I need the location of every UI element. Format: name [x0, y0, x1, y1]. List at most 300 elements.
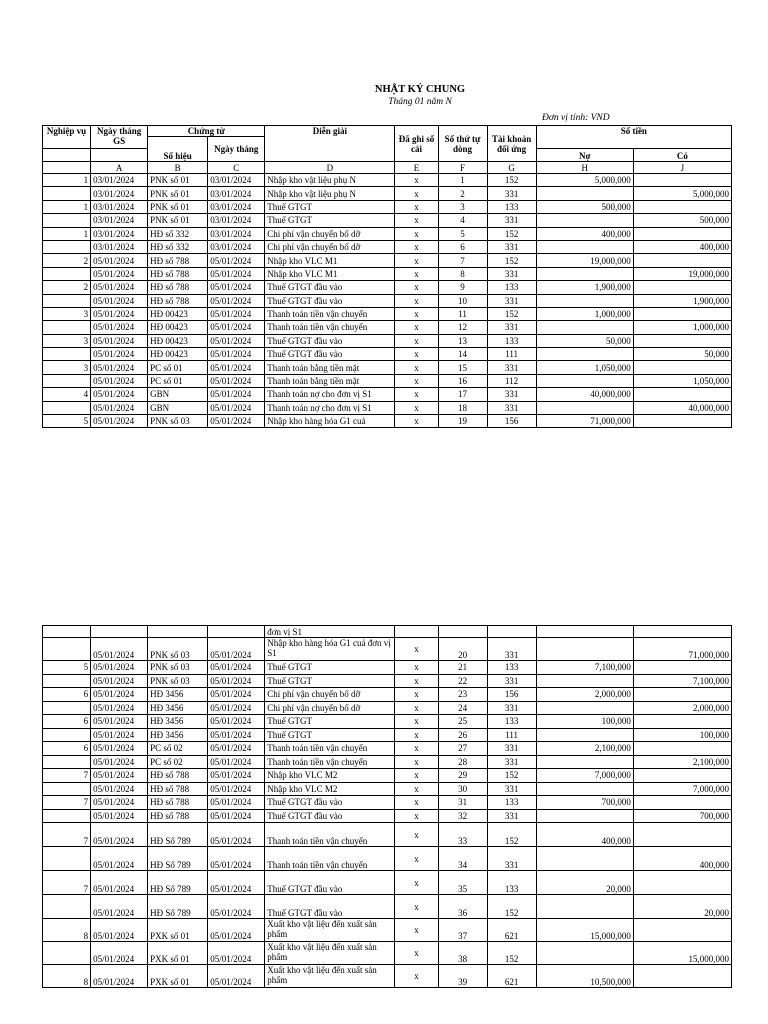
cell-so-tien-co — [633, 415, 731, 428]
cell-ngay-thang: 05/01/2024 — [208, 281, 265, 294]
cell-dien-giai: Nhập kho hàng hóa G1 cuả — [265, 415, 395, 428]
cell-so-tien-co: 2,100,000 — [633, 755, 731, 769]
cell-nghiep-vu: 1 — [43, 227, 91, 240]
cell-stt-dong: 3 — [438, 200, 487, 213]
cell-nghiep-vu — [43, 267, 91, 280]
cell-nghiep-vu: 7 — [43, 769, 91, 783]
cell-tk-doi-ung: 133 — [487, 661, 536, 675]
cell-so-tien-co: 500,000 — [633, 214, 731, 227]
cell-so-hieu: PNK số 01 — [148, 214, 208, 227]
cell-so-tien-co: 20,000 — [633, 895, 731, 919]
cell-tk-doi-ung: 331 — [487, 782, 536, 796]
cell-so-tien-no — [536, 348, 633, 361]
cell-tk-doi-ung: 111 — [487, 348, 536, 361]
cell-ngay-gs: 05/01/2024 — [91, 942, 148, 965]
cell-ngay-thang: 03/01/2024 — [208, 200, 265, 213]
cell-so-tien-co — [633, 227, 731, 240]
cell-dien-giai: Thuế GTGT — [265, 715, 395, 729]
cell-dien-giai: đơn vị S1 — [265, 626, 395, 638]
cell-nghiep-vu: 5 — [43, 661, 91, 675]
cell-ngay-gs: 05/01/2024 — [91, 415, 148, 428]
cell-da-ghi: x — [395, 742, 438, 756]
cell-tk-doi-ung: 152 — [487, 227, 536, 240]
cell-tk-doi-ung: 112 — [487, 374, 536, 387]
cell-so-tien-no — [536, 674, 633, 688]
cell-nghiep-vu: 6 — [43, 742, 91, 756]
cell-so-tien-no — [536, 321, 633, 334]
cell-so-tien-no: 10,500,000 — [536, 965, 633, 988]
cell-ngay-gs: 05/01/2024 — [91, 661, 148, 675]
table-row — [43, 965, 732, 988]
cell-ngay-thang: 05/01/2024 — [208, 796, 265, 810]
cell-dien-giai: Thanh toán tiền vận chuyển — [265, 742, 395, 756]
journal-subtitle: Tháng 01 năm N — [388, 97, 452, 107]
cell-dien-giai: Thuế GTGT đầu vào — [265, 348, 395, 361]
cell-so-tien-no — [536, 240, 633, 253]
cell-dien-giai: Thanh toán tiền vận chuyển — [265, 321, 395, 334]
cell-stt-dong: 25 — [438, 715, 487, 729]
cell-nghiep-vu — [43, 626, 91, 638]
header-co: Có — [633, 148, 731, 161]
table-row — [43, 701, 732, 715]
cell-nghiep-vu — [43, 348, 91, 361]
cell-so-tien-co — [633, 769, 731, 783]
cell-dien-giai: Thuế GTGT — [265, 200, 395, 213]
cell-stt-dong: 24 — [438, 701, 487, 715]
table-row — [43, 661, 732, 675]
cell-stt-dong: 31 — [438, 796, 487, 810]
cell-da-ghi: x — [395, 796, 438, 810]
cell-ngay-gs: 05/01/2024 — [91, 742, 148, 756]
cell-stt-dong: 36 — [438, 895, 487, 919]
cell-nghiep-vu: 5 — [43, 415, 91, 428]
cell-tk-doi-ung — [487, 626, 536, 638]
table-row — [43, 307, 732, 320]
cell-so-hieu: PC số 01 — [148, 361, 208, 374]
cell-so-tien-no: 700,000 — [536, 796, 633, 810]
cell-nghiep-vu — [43, 942, 91, 965]
cell-so-hieu: HĐ số 788 — [148, 294, 208, 307]
cell-ngay-gs: 05/01/2024 — [91, 321, 148, 334]
cell-so-tien-co: 100,000 — [633, 728, 731, 742]
cell-stt-dong: 8 — [438, 267, 487, 280]
cell-tk-doi-ung: 331 — [487, 638, 536, 661]
cell-so-tien-co — [633, 919, 731, 942]
journal-table-page2 — [42, 625, 732, 988]
cell-so-tien-co: 71,000,000 — [633, 638, 731, 661]
journal-body-page1 — [43, 174, 732, 428]
cell-da-ghi: x — [395, 187, 438, 200]
cell-da-ghi: x — [395, 638, 438, 661]
cell-stt-dong: 16 — [438, 374, 487, 387]
cell-dien-giai: Thuế GTGT đầu vào — [265, 334, 395, 347]
cell-da-ghi: x — [395, 200, 438, 213]
cell-nghiep-vu — [43, 401, 91, 414]
cell-nghiep-vu — [43, 701, 91, 715]
cell-tk-doi-ung: 152 — [487, 895, 536, 919]
cell-so-hieu: GBN — [148, 388, 208, 401]
cell-so-tien-co — [633, 281, 731, 294]
cell-so-tien-no: 19,000,000 — [536, 254, 633, 267]
cell-dien-giai: Thuế GTGT đầu vào — [265, 809, 395, 823]
cell-ngay-thang: 05/01/2024 — [208, 688, 265, 702]
cell-ngay-thang: 05/01/2024 — [208, 782, 265, 796]
header-tk-doi-ung: Tài khoản đối ứng — [487, 126, 536, 162]
cell-nghiep-vu: 4 — [43, 388, 91, 401]
cell-stt-dong: 5 — [438, 227, 487, 240]
cell-so-hieu: HĐ Số 789 — [148, 871, 208, 895]
cell-so-tien-no — [536, 809, 633, 823]
cell-so-hieu: HĐ số 788 — [148, 796, 208, 810]
cell-dien-giai: Nhập kho VLC M2 — [265, 782, 395, 796]
cell-ngay-thang: 05/01/2024 — [208, 415, 265, 428]
cell-da-ghi: x — [395, 871, 438, 895]
cell-so-hieu: HĐ số 788 — [148, 267, 208, 280]
cell-da-ghi: x — [395, 321, 438, 334]
cell-ngay-gs: 05/01/2024 — [91, 823, 148, 847]
cell-stt-dong: 30 — [438, 782, 487, 796]
cell-nghiep-vu: 2 — [43, 281, 91, 294]
cell-stt-dong: 18 — [438, 401, 487, 414]
cell-dien-giai: Thanh toán nợ cho đơn vị S1 — [265, 388, 395, 401]
cell-so-hieu: HĐ Số 789 — [148, 823, 208, 847]
cell-ngay-thang: 03/01/2024 — [208, 187, 265, 200]
cell-ngay-gs: 05/01/2024 — [91, 674, 148, 688]
cell-so-tien-no — [536, 942, 633, 965]
table-row — [43, 401, 732, 414]
cell-so-hieu: HĐ 00423 — [148, 307, 208, 320]
header-chung-tu: Chứng từ — [148, 126, 265, 137]
table-row — [43, 809, 732, 823]
cell-stt-dong: 23 — [438, 688, 487, 702]
cell-so-hieu: PXK số 01 — [148, 942, 208, 965]
cell-da-ghi: x — [395, 388, 438, 401]
table-row — [43, 254, 732, 267]
cell-stt-dong: 28 — [438, 755, 487, 769]
cell-nghiep-vu — [43, 895, 91, 919]
cell-tk-doi-ung: 331 — [487, 187, 536, 200]
cell-so-tien-co: 1,000,000 — [633, 321, 731, 334]
cell-tk-doi-ung: 331 — [487, 742, 536, 756]
cell-tk-doi-ung: 111 — [487, 728, 536, 742]
cell-so-hieu: HĐ 00423 — [148, 348, 208, 361]
cell-so-tien-no — [536, 782, 633, 796]
cell-so-tien-no — [536, 755, 633, 769]
cell-so-hieu: HĐ số 332 — [148, 240, 208, 253]
cell-nghiep-vu — [43, 321, 91, 334]
table-row — [43, 871, 732, 895]
table-row — [43, 715, 732, 729]
cell-nghiep-vu — [43, 782, 91, 796]
table-row — [43, 796, 732, 810]
cell-dien-giai: Thanh toán bằng tiền mặt — [265, 361, 395, 374]
cell-dien-giai: Chi phí vận chuyển bố dỡ — [265, 240, 395, 253]
cell-nghiep-vu: 7 — [43, 871, 91, 895]
header-dien-giai: Diễn giải — [265, 126, 395, 162]
cell-ngay-gs: 03/01/2024 — [91, 227, 148, 240]
cell-ngay-thang: 05/01/2024 — [208, 401, 265, 414]
cell-da-ghi: x — [395, 415, 438, 428]
cell-dien-giai: Thuế GTGT đầu vào — [265, 294, 395, 307]
cell-tk-doi-ung: 133 — [487, 334, 536, 347]
cell-so-hieu: HĐ Số 789 — [148, 895, 208, 919]
journal-table-page1 — [42, 125, 732, 428]
cell-ngay-thang: 05/01/2024 — [208, 715, 265, 729]
cell-dien-giai: Chi phí vận chuyển bố dỡ — [265, 688, 395, 702]
cell-so-hieu: PNK số 03 — [148, 661, 208, 675]
cell-stt-dong: 14 — [438, 348, 487, 361]
cell-so-tien-no — [536, 728, 633, 742]
cell-so-tien-co: 700,000 — [633, 809, 731, 823]
cell-nghiep-vu — [43, 294, 91, 307]
cell-ngay-thang: 05/01/2024 — [208, 661, 265, 675]
cell-tk-doi-ung: 133 — [487, 871, 536, 895]
cell-tk-doi-ung: 152 — [487, 823, 536, 847]
cell-stt-dong: 26 — [438, 728, 487, 742]
cell-so-hieu: PNK số 01 — [148, 174, 208, 187]
table-row — [43, 361, 732, 374]
cell-so-hieu: HĐ 00423 — [148, 321, 208, 334]
cell-so-tien-no: 7,000,000 — [536, 769, 633, 783]
cell-ngay-thang: 05/01/2024 — [208, 942, 265, 965]
cell-dien-giai: Thanh toán tiền vận chuyển — [265, 755, 395, 769]
cell-stt-dong: 20 — [438, 638, 487, 661]
cell-tk-doi-ung: 331 — [487, 240, 536, 253]
cell-tk-doi-ung: 331 — [487, 388, 536, 401]
cell-tk-doi-ung: 331 — [487, 401, 536, 414]
cell-so-tien-co — [633, 715, 731, 729]
cell-ngay-gs: 05/01/2024 — [91, 401, 148, 414]
cell-ngay-thang: 05/01/2024 — [208, 321, 265, 334]
cell-da-ghi: x — [395, 254, 438, 267]
cell-so-tien-no: 50,000 — [536, 334, 633, 347]
cell-tk-doi-ung: 156 — [487, 688, 536, 702]
cell-ngay-gs: 03/01/2024 — [91, 187, 148, 200]
cell-da-ghi: x — [395, 227, 438, 240]
table-row — [43, 227, 732, 240]
cell-da-ghi: x — [395, 919, 438, 942]
cell-so-tien-co — [633, 626, 731, 638]
cell-ngay-gs: 03/01/2024 — [91, 214, 148, 227]
cell-ngay-thang: 03/01/2024 — [208, 227, 265, 240]
cell-da-ghi: x — [395, 688, 438, 702]
cell-so-hieu: HĐ 3456 — [148, 715, 208, 729]
cell-tk-doi-ung: 331 — [487, 267, 536, 280]
cell-ngay-thang: 05/01/2024 — [208, 701, 265, 715]
cell-so-tien-co: 400,000 — [633, 240, 731, 253]
cell-so-tien-co — [633, 965, 731, 988]
cell-tk-doi-ung: 331 — [487, 674, 536, 688]
cell-dien-giai: Nhập kho vật liệu phụ N — [265, 187, 395, 200]
cell-so-tien-no: 15,000,000 — [536, 919, 633, 942]
cell-ngay-gs: 05/01/2024 — [91, 388, 148, 401]
cell-stt-dong: 22 — [438, 674, 487, 688]
cell-ngay-gs: 05/01/2024 — [91, 809, 148, 823]
cell-so-hieu: PXK số 01 — [148, 965, 208, 988]
cell-da-ghi: x — [395, 728, 438, 742]
cell-dien-giai: Thanh toán nợ cho đơn vị S1 — [265, 401, 395, 414]
table-row — [43, 769, 732, 783]
cell-ngay-gs: 05/01/2024 — [91, 769, 148, 783]
cell-so-tien-co — [633, 200, 731, 213]
cell-ngay-thang: 05/01/2024 — [208, 895, 265, 919]
cell-tk-doi-ung: 331 — [487, 809, 536, 823]
cell-so-hieu: PC số 02 — [148, 755, 208, 769]
cell-ngay-thang: 03/01/2024 — [208, 174, 265, 187]
cell-da-ghi: x — [395, 755, 438, 769]
cell-so-hieu: PNK số 03 — [148, 415, 208, 428]
table-row — [43, 334, 732, 347]
cell-so-tien-no — [536, 374, 633, 387]
currency-unit: Đơn vị tính: VND — [542, 113, 610, 123]
cell-dien-giai: Nhập kho hàng hóa G1 cuả đơn vị S1 — [265, 638, 395, 661]
cell-nghiep-vu: 8 — [43, 919, 91, 942]
cell-ngay-thang: 05/01/2024 — [208, 294, 265, 307]
cell-ngay-thang: 05/01/2024 — [208, 307, 265, 320]
cell-da-ghi: x — [395, 174, 438, 187]
cell-stt-dong: 6 — [438, 240, 487, 253]
cell-so-tien-no — [536, 847, 633, 871]
cell-tk-doi-ung: 152 — [487, 769, 536, 783]
cell-stt-dong: 17 — [438, 388, 487, 401]
cell-so-tien-no — [536, 401, 633, 414]
cell-ngay-thang: 05/01/2024 — [208, 823, 265, 847]
cell-stt-dong: 12 — [438, 321, 487, 334]
cell-da-ghi: x — [395, 809, 438, 823]
cell-stt-dong: 9 — [438, 281, 487, 294]
cell-da-ghi: x — [395, 214, 438, 227]
cell-da-ghi: x — [395, 374, 438, 387]
cell-so-tien-no — [536, 626, 633, 638]
cell-da-ghi: x — [395, 240, 438, 253]
cell-so-tien-no: 500,000 — [536, 200, 633, 213]
cell-ngay-thang: 05/01/2024 — [208, 254, 265, 267]
table-row — [43, 174, 732, 187]
cell-dien-giai: Thuế GTGT — [265, 728, 395, 742]
cell-dien-giai: Nhập kho VLC M2 — [265, 769, 395, 783]
cell-tk-doi-ung: 331 — [487, 847, 536, 871]
cell-so-hieu: PNK số 01 — [148, 200, 208, 213]
cell-so-tien-co — [633, 688, 731, 702]
cell-ngay-gs: 05/01/2024 — [91, 782, 148, 796]
table-row — [43, 374, 732, 387]
cell-stt-dong: 7 — [438, 254, 487, 267]
cell-stt-dong: 38 — [438, 942, 487, 965]
cell-stt-dong: 11 — [438, 307, 487, 320]
cell-so-tien-no: 71,000,000 — [536, 415, 633, 428]
cell-so-tien-co — [633, 823, 731, 847]
cell-ngay-thang: 05/01/2024 — [208, 388, 265, 401]
cell-tk-doi-ung: 331 — [487, 294, 536, 307]
cell-nghiep-vu — [43, 847, 91, 871]
cell-ngay-gs: 05/01/2024 — [91, 871, 148, 895]
table-row — [43, 823, 732, 847]
cell-stt-dong: 29 — [438, 769, 487, 783]
table-row — [43, 294, 732, 307]
cell-ngay-thang: 05/01/2024 — [208, 847, 265, 871]
cell-so-tien-co — [633, 871, 731, 895]
cell-tk-doi-ung: 152 — [487, 942, 536, 965]
cell-ngay-gs: 05/01/2024 — [91, 755, 148, 769]
cell-tk-doi-ung: 331 — [487, 755, 536, 769]
table-row — [43, 348, 732, 361]
cell-ngay-thang: 05/01/2024 — [208, 965, 265, 988]
cell-nghiep-vu — [43, 809, 91, 823]
cell-da-ghi: x — [395, 661, 438, 675]
cell-ngay-gs — [91, 626, 148, 638]
cell-dien-giai: Xuất kho vật liệu đến xuất sản phẩm — [265, 942, 395, 965]
cell-dien-giai: Nhập kho VLC M1 — [265, 254, 395, 267]
cell-da-ghi: x — [395, 281, 438, 294]
cell-da-ghi: x — [395, 769, 438, 783]
cell-so-hieu: HĐ 00423 — [148, 334, 208, 347]
table-row — [43, 214, 732, 227]
cell-da-ghi — [395, 626, 438, 638]
cell-ngay-gs: 05/01/2024 — [91, 254, 148, 267]
cell-so-tien-no — [536, 701, 633, 715]
cell-dien-giai: Thuế GTGT — [265, 674, 395, 688]
cell-dien-giai: Nhập kho VLC M1 — [265, 267, 395, 280]
cell-dien-giai: Xuất kho vật liệu đến xuất sản phẩm — [265, 919, 395, 942]
cell-ngay-gs: 05/01/2024 — [91, 307, 148, 320]
cell-so-tien-no: 400,000 — [536, 227, 633, 240]
cell-so-tien-no: 1,000,000 — [536, 307, 633, 320]
cell-tk-doi-ung: 133 — [487, 715, 536, 729]
cell-ngay-gs: 05/01/2024 — [91, 796, 148, 810]
cell-so-tien-no: 100,000 — [536, 715, 633, 729]
table-row — [43, 240, 732, 253]
cell-dien-giai: Thuế GTGT đầu vào — [265, 796, 395, 810]
cell-so-tien-no — [536, 267, 633, 280]
cell-so-tien-co: 50,000 — [633, 348, 731, 361]
cell-da-ghi: x — [395, 701, 438, 715]
cell-nghiep-vu — [43, 728, 91, 742]
cell-ngay-thang: 05/01/2024 — [208, 334, 265, 347]
header-da-ghi: Đã ghi sổ cái — [395, 126, 438, 162]
table-row — [43, 847, 732, 871]
cell-ngay-thang: 03/01/2024 — [208, 214, 265, 227]
cell-ngay-thang: 05/01/2024 — [208, 728, 265, 742]
cell-da-ghi: x — [395, 334, 438, 347]
cell-da-ghi: x — [395, 348, 438, 361]
cell-ngay-thang: 05/01/2024 — [208, 638, 265, 661]
cell-so-tien-no: 2,100,000 — [536, 742, 633, 756]
cell-nghiep-vu: 7 — [43, 823, 91, 847]
cell-so-tien-no: 1,900,000 — [536, 281, 633, 294]
cell-stt-dong: 34 — [438, 847, 487, 871]
cell-ngay-gs: 05/01/2024 — [91, 701, 148, 715]
cell-stt-dong: 33 — [438, 823, 487, 847]
cell-so-hieu: HĐ 3456 — [148, 688, 208, 702]
cell-ngay-gs: 05/01/2024 — [91, 965, 148, 988]
column-letters-row: A B C D E F G H J — [43, 162, 732, 174]
cell-ngay-thang: 05/01/2024 — [208, 919, 265, 942]
cell-stt-dong — [438, 626, 487, 638]
cell-so-tien-co — [633, 388, 731, 401]
header-stt-dong: Số thứ tự dòng — [438, 126, 487, 162]
cell-stt-dong: 27 — [438, 742, 487, 756]
header-so-tien: Số tiền — [536, 126, 731, 149]
cell-tk-doi-ung: 152 — [487, 307, 536, 320]
cell-ngay-gs: 05/01/2024 — [91, 361, 148, 374]
header-no: Nợ — [536, 148, 633, 161]
cell-so-tien-no — [536, 294, 633, 307]
cell-so-tien-no — [536, 638, 633, 661]
cell-ngay-gs: 05/01/2024 — [91, 281, 148, 294]
cell-ngay-thang: 05/01/2024 — [208, 674, 265, 688]
cell-da-ghi: x — [395, 267, 438, 280]
cell-so-tien-co: 5,000,000 — [633, 187, 731, 200]
